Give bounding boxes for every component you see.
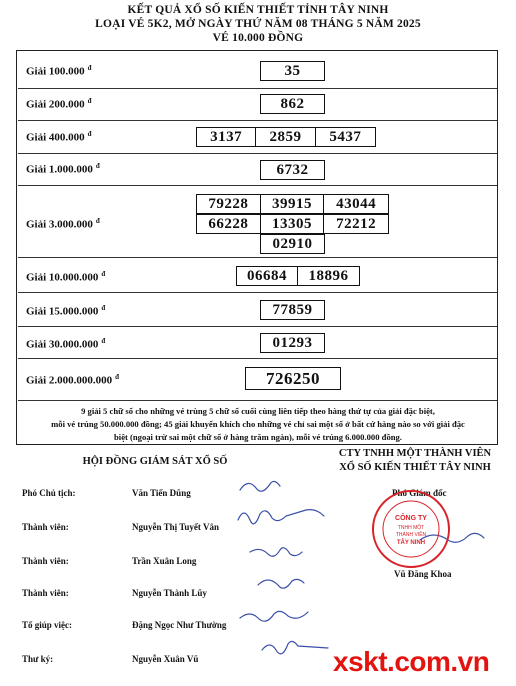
signature — [250, 548, 302, 557]
prize-number: 3137 — [197, 128, 256, 146]
row-divider — [18, 326, 497, 327]
prize-number: 43044 — [336, 196, 377, 212]
member-name: Trần Xuân Long — [132, 556, 197, 566]
row-divider — [18, 120, 497, 121]
signature — [240, 611, 308, 621]
member-name: Nguyễn Xuân Vũ — [132, 654, 199, 664]
company-stamp — [370, 488, 452, 570]
member-role: Thành viên: — [22, 556, 69, 566]
prize-label-special: Giải 2.000.000.000 $^đ$ — [26, 373, 120, 387]
prize-number: 66228 — [197, 215, 261, 233]
prize-label-100k: Giải 100.000 $^đ$ — [26, 64, 92, 78]
member-role: Thành viên: — [22, 522, 69, 532]
note-line: mỗi vé trúng 50.000.000 đồng; 45 giải khuyến khích cho những vé chỉ sai một số ở bất cứ hàng nào so với giải đặc — [51, 419, 465, 429]
member-name: Văn Tiến Dũng — [132, 488, 191, 498]
prize-number: 72212 — [336, 216, 377, 232]
prize-label-400k: Giải 400.000 $^đ$ — [26, 130, 92, 144]
deputy-title: Phó Giám đốc — [392, 488, 447, 498]
row-divider — [18, 257, 497, 258]
svg-text:CÔNG TY: CÔNG TY — [395, 515, 427, 522]
prize-number: 13305 — [261, 215, 325, 233]
row-divider — [18, 153, 497, 154]
council-title: HỘI ĐỒNG GIÁM SÁT XỔ SỐ — [82, 456, 228, 467]
signature — [238, 510, 324, 524]
svg-text:TNHH MỘT: TNHH MỘT — [397, 525, 425, 531]
row-divider — [18, 88, 497, 89]
prize-label-3m: Giải 3.000.000 $^đ$ — [26, 217, 100, 231]
prize-label-15m: Giải 15.000.000 $^đ$ — [26, 304, 106, 318]
prize-group-3m-row2 — [196, 214, 389, 234]
prize-number: 2859 — [256, 128, 315, 146]
prize-number-3m-last: 02910 — [260, 234, 325, 254]
site-watermark: xskt.com.vn — [333, 646, 490, 677]
member-role: Thành viên: — [22, 588, 69, 598]
row-divider — [18, 185, 497, 186]
prize-number: 18896 — [308, 268, 349, 284]
company-title-line-1: CTY TNHH MỘT THÀNH VIÊN — [338, 448, 492, 459]
member-name: Nguyễn Thành Lũy — [132, 588, 207, 598]
prize-number-30m: 01293 — [260, 333, 325, 353]
member-name: Nguyễn Thị Tuyết Vân — [132, 522, 219, 532]
deputy-name: Vũ Đăng Khoa — [394, 569, 452, 579]
svg-text:THÀNH VIÊN: THÀNH VIÊN — [395, 532, 427, 538]
member-role: Tổ giúp việc: — [22, 620, 73, 630]
prize-number-200k: 862 — [260, 94, 325, 114]
prize-group-3m-row1 — [196, 194, 389, 214]
signature — [262, 641, 328, 653]
prize-group-10m — [236, 266, 360, 286]
svg-text:TÂY NINH: TÂY NINH — [396, 540, 426, 546]
prize-label-10m: Giải 10.000.000 $^đ$ — [26, 270, 106, 284]
company-title-line-2: XỔ SỐ KIẾN THIẾT TÂY NINH — [339, 462, 491, 473]
prize-number-15m: 77859 — [260, 300, 325, 320]
prize-number-100k: 35 — [260, 61, 325, 81]
prize-group-400k — [196, 127, 376, 147]
prize-number: 39915 — [261, 195, 325, 213]
prize-number-1m: 6732 — [260, 160, 325, 180]
prize-label-200k: Giải 200.000 $^đ$ — [26, 97, 92, 111]
signature — [240, 481, 280, 491]
header-line-3: VÉ 10.000 ĐỒNG — [212, 32, 304, 44]
member-role: Phó Chủ tịch: — [22, 488, 76, 498]
signature — [258, 579, 304, 588]
row-divider — [18, 292, 497, 293]
prize-number: 79228 — [197, 195, 261, 213]
row-divider — [18, 358, 497, 359]
header-line-1: KẾT QUẢ XỔ SỐ KIẾN THIẾT TỈNH TÂY NINH — [127, 4, 389, 16]
header-line-2: LOẠI VÉ 5K2, MỞ NGÀY THỨ NĂM 08 THÁNG 5 NĂM 2025 — [95, 18, 421, 30]
member-role: Thư ký: — [22, 654, 54, 664]
note-line: biệt (ngoại trừ sai một chữ số ở hàng trăm ngàn), mỗi vé trúng 6.000.000 đồng. — [114, 432, 402, 442]
row-divider — [18, 400, 497, 401]
prize-label-1m: Giải 1.000.000 $^đ$ — [26, 162, 100, 176]
consolation-note — [20, 405, 496, 444]
member-name: Đặng Ngọc Như Thường — [132, 620, 227, 630]
prize-number: 5437 — [329, 129, 362, 145]
prize-number: 06684 — [237, 267, 298, 285]
prize-number-special: 726250 — [245, 367, 341, 390]
prize-label-30m: Giải 30.000.000 $^đ$ — [26, 337, 106, 351]
note-line: 9 giải 5 chữ số cho những vé trùng 5 chữ số cuối cùng liên tiếp theo hàng thứ tự của giải đặc biệt, — [81, 406, 435, 416]
